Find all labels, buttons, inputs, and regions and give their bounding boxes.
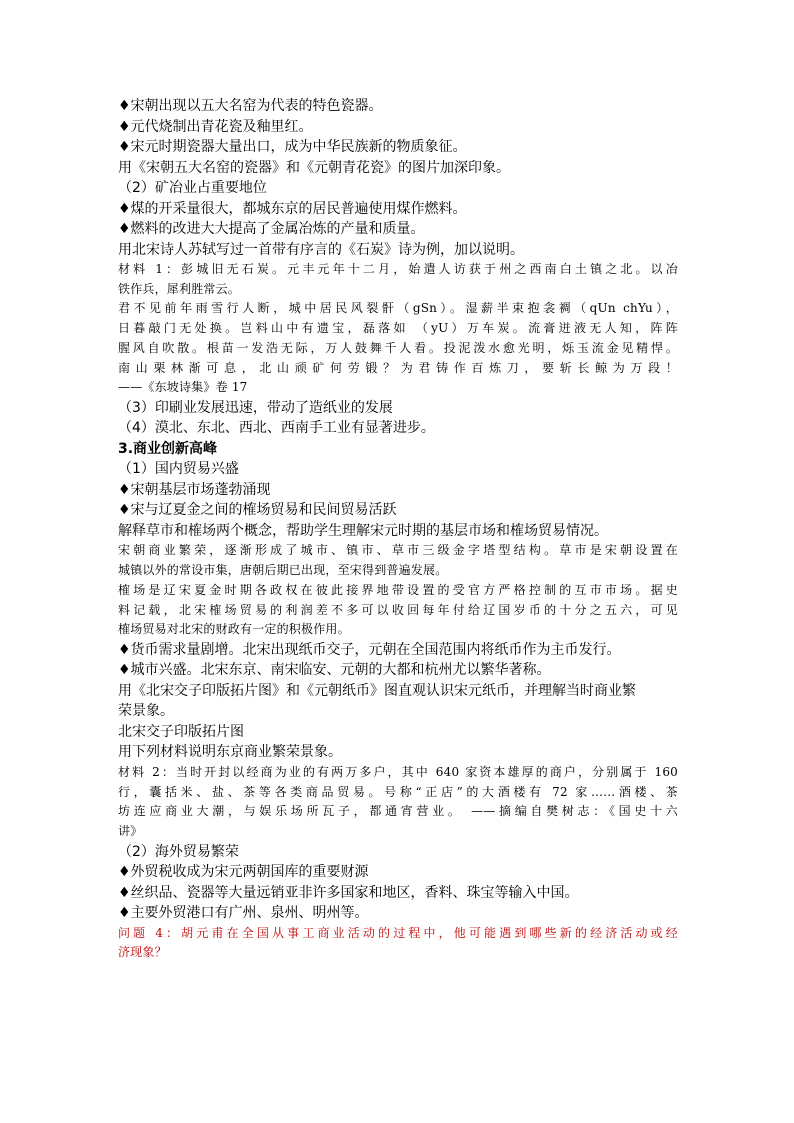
- text-line: 坊连应商业大潮，与娱乐场所瓦子，都通宵营业。 ——摘编自樊树志：《国史十六: [118, 804, 678, 819]
- text-line: ♦燃料的改进大大提高了金属冶炼的产量和质量。: [118, 221, 425, 237]
- text-line: 料记载，北宋榷场贸易的利润差不多可以收回每年付给辽国岁币的十分之五六，可见: [118, 602, 678, 617]
- text-line: ——《东坡诗集》卷 17: [118, 380, 248, 395]
- text-line: 用北宋诗人苏轼写过一首带有序言的《石炭》诗为例，加以说明。: [118, 241, 524, 258]
- text-line: 讲》: [118, 824, 143, 839]
- text-line: 用《北宋交子印版拓片图》和《元朝纸币》图直观认识宋元纸币，并理解当时商业繁: [118, 682, 636, 699]
- text-line: （2）海外贸易繁荣: [118, 843, 239, 860]
- text-line: 腥风自吹散。根苗一发浩无际，万人鼓舞千人看。投泥泼水愈光明，烁玉流金见精悍。: [118, 340, 678, 355]
- text-line: 问题 4：胡元甫在全国从事工商业活动的过程中，他可能遇到哪些新的经济活动或经: [118, 925, 678, 940]
- text-line: ♦主要外贸港口有广州、泉州、明州等。: [118, 905, 369, 922]
- text-line: 城镇以外的常设市集，唐朝后期已出现，至宋得到普遍发展。: [118, 563, 448, 578]
- text-line: ♦货币需求量剧增。北宋出现纸币交子，元朝在全国范围内将纸币作为主币发行。: [118, 641, 621, 658]
- text-line: 行，囊括米、盐、茶等各类商品贸易。号称“正店”的大酒楼有 72 家……酒楼、茶: [118, 784, 678, 799]
- text-line: ♦宋朝出现以五大名窑为代表的特色瓷器。: [118, 98, 383, 114]
- text-line: ♦宋朝基层市场蓬勃涌现: [118, 481, 271, 498]
- text-line: ♦丝织品、瓷器等大量远销亚非许多国家和地区，香料、珠宝等输入中国。: [118, 884, 579, 901]
- text-line: 用下列材料说明东京商业繁荣景象。: [118, 744, 342, 761]
- text-line: （4）漠北、东北、西北、西南手工业有显著进步。: [118, 420, 435, 437]
- text-line: （3）印刷业发展迅速，带动了造纸业的发展: [118, 399, 393, 416]
- text-line: 榷场是辽宋夏金时期各政权在彼此接界地带设置的受官方严格控制的互市市场。据史: [118, 582, 678, 597]
- text-line: 用《宋朝五大名窑的瓷器》和《元朝青花瓷》的图片加深印象。: [118, 159, 510, 176]
- text-line: ♦城市兴盛。北宋东京、南宋临安、元朝的大都和杭州尤以繁华著称。: [118, 662, 551, 679]
- text-line: ♦元代烧制出青花瓷及釉里红。: [118, 118, 313, 135]
- text-line: （1）国内贸易兴盛: [118, 461, 239, 478]
- text-line: 榷场贸易对北宋的财政有一定的积极作用。: [118, 622, 350, 637]
- text-line: ♦煤的开采量很大，都城东京的居民普遍使用煤作燃料。: [118, 200, 467, 217]
- text-line: （2）矿冶业占重要地位: [118, 180, 267, 196]
- text-line: 铁作兵，犀利胜常云。: [118, 281, 241, 296]
- text-line: ♦宋元时期瓷器大量出口，成为中华民族新的物质象征。: [118, 139, 467, 155]
- text-line: 济现象？: [118, 945, 167, 960]
- text-line: 宋朝商业繁荣，逐渐形成了城市、镇市、草市三级金字塔型结构。草市是宋朝设置在: [118, 543, 678, 558]
- text-line: 日暮敲门无处换。岂料山中有遗宝，磊落如 （yU）万车炭。流膏迸液无人知，阵阵: [118, 321, 678, 336]
- text-line: 3.商业创新高峰: [118, 440, 218, 457]
- text-line: 解释草市和榷场两个概念，帮助学生理解宋元时期的基层市场和榷场贸易情况。: [118, 522, 608, 539]
- text-line: 北宋交子印版拓片图: [118, 723, 244, 740]
- text-line: 材料 2：当时开封以经商为业的有两万多户，其中 640 家资本雄厚的商户，分别属于 160: [118, 764, 678, 779]
- text-line: 材料 1：彭城旧无石炭。元丰元年十二月，始遣人访获于州之西南白土镇之北。以冶: [118, 262, 678, 276]
- text-line: 荣景象。: [118, 703, 174, 720]
- text-line: 南山栗林渐可息，北山顽矿何劳锻？为君铸作百炼刀，要斩长鲸为万段！: [118, 360, 678, 375]
- text-line: 君不见前年雨雪行人断，城中居民风裂骭（gSn）。湿薪半束抱衾裯（qUn chYu），: [118, 301, 678, 316]
- text-line: ♦外贸税收成为宋元两朝国库的重要财源: [118, 864, 369, 881]
- document-body: [118, 96, 678, 963]
- text-line: ♦宋与辽夏金之间的榷场贸易和民间贸易活跃: [118, 502, 397, 519]
